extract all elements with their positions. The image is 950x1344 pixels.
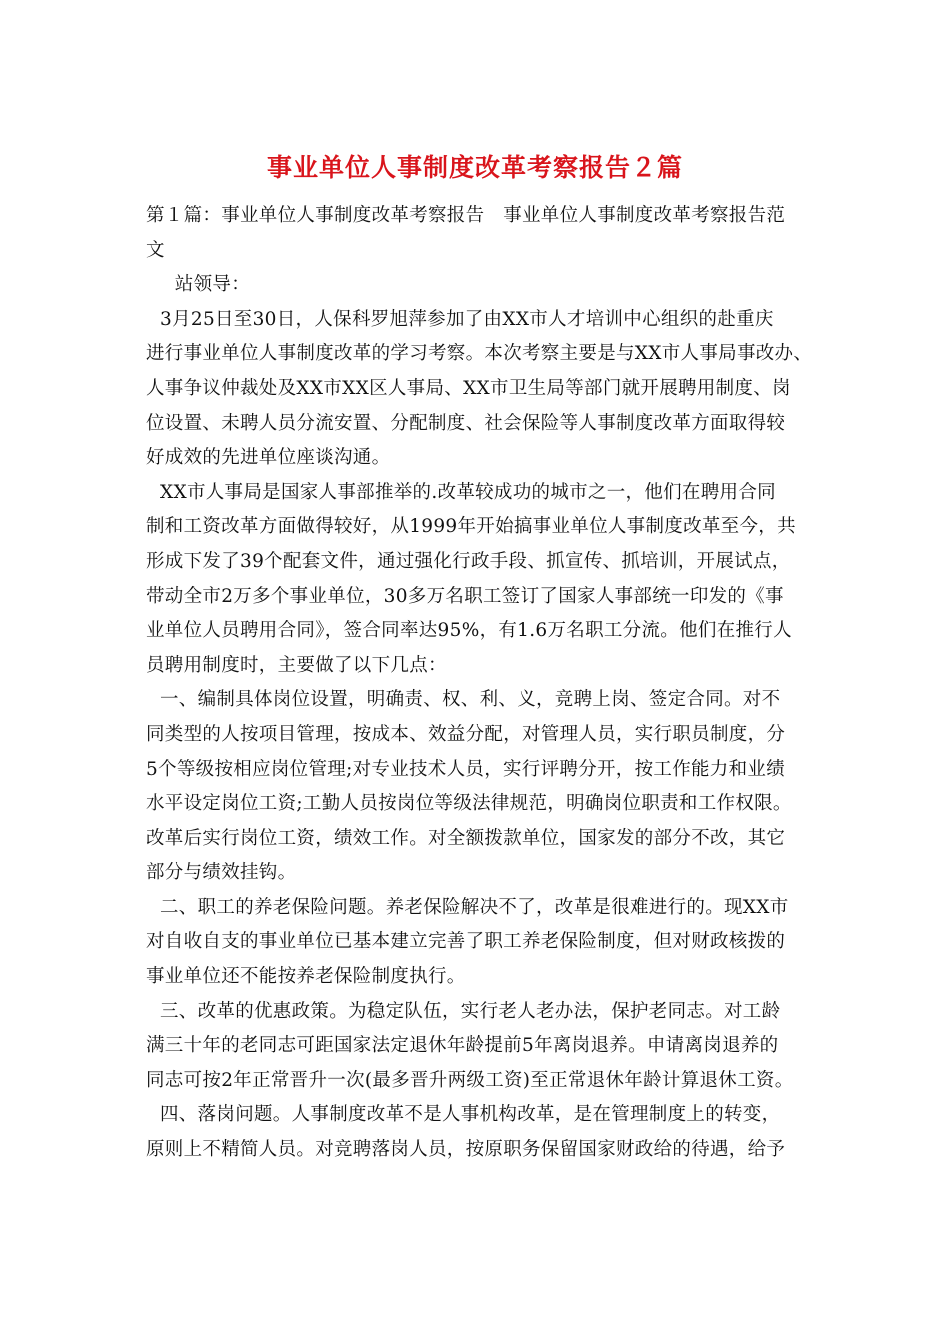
text-line: 对自收自支的事业单位已基本建立完善了职工养老保险制度，但对财政核拨的: [146, 931, 786, 953]
text-line: 三、改革的优惠政策。为稳定队伍，实行老人老办法，保护老同志。对工龄: [160, 1000, 781, 1022]
text-line: 文: [146, 239, 165, 261]
text-line: 5个等级按相应岗位管理;对专业技术人员，实行评聘分开，按工作能力和业绩: [146, 758, 786, 780]
text-line: 事业单位还不能按养老保险制度执行。: [146, 966, 466, 988]
text-line: 一、编制具体岗位设置，明确责、权、利、义，竞聘上岗、签定合同。对不: [160, 689, 781, 711]
text-line: 人事争议仲裁处及XX市XX区人事局、XX市卫生局等部门就开展聘用制度、岗: [146, 377, 791, 399]
text-line: 制和工资改革方面做得较好，从1999年开始搞事业单位人事制度改革至今，共: [146, 516, 796, 538]
document-title: 事业单位人事制度改革考察报告２篇: [266, 153, 683, 182]
text-line: 满三十年的老同志可距国家法定退休年龄提前5年离岗退养。申请离岗退养的: [146, 1035, 779, 1057]
text-line: 二、职工的养老保险问题。养老保险解决不了，改革是很难进行的。现XX市: [160, 896, 789, 918]
text-line: 好成效的先进单位座谈沟通。: [146, 447, 391, 469]
text-line: XX市人事局是国家人事部推举的.改革较成功的城市之一，他们在聘用合同: [160, 481, 776, 503]
text-line: 同类型的人按项目管理，按成本、效益分配，对管理人员，实行职员制度，分: [146, 723, 786, 745]
salutation: 站领导：: [156, 274, 251, 296]
document-body: [146, 199, 813, 1168]
text-line: 位设置、未聘人员分流安置、分配制度、社会保险等人事制度改革方面取得较: [146, 412, 786, 434]
text-line: 原则上不精简人员。对竞聘落岗人员，按原职务保留国家财政给的待遇，给予: [146, 1139, 786, 1161]
text-line: 业单位人员聘用合同》，签合同率达95%，有1.6万名职工分流。他们在推行人: [146, 620, 792, 642]
text-line: 形成下发了39个配套文件，通过强化行政手段、抓宣传、抓培训，开展试点，: [146, 550, 791, 572]
text-line: 部分与绩效挂钩。: [146, 862, 297, 884]
text-line: 员聘用制度时，主要做了以下几点：: [146, 654, 447, 676]
text-line: 改革后实行岗位工资，绩效工作。对全额拨款单位，国家发的部分不改，其它: [146, 827, 786, 849]
text-line: 第１篇：事业单位人事制度改革考察报告 事业单位人事制度改革考察报告范: [146, 205, 786, 226]
text-line: 进行事业单位人事制度改革的学习考察。本次考察主要是与XX市人事局事改办、: [146, 343, 813, 365]
text-line: 水平设定岗位工资;工勤人员按岗位等级法律规范，明确岗位职责和工作权限。: [146, 793, 792, 815]
text-line: 同志可按2年正常晋升一次(最多晋升两级工资)至正常退休年龄计算退休工资。: [146, 1069, 794, 1091]
text-line: 四、落岗问题。人事制度改革不是人事机构改革，是在管理制度上的转变，: [160, 1104, 781, 1126]
text-line: 带动全市2万多个事业单位，30多万名职工签订了国家人事部统一印发的《事: [146, 585, 784, 607]
text-line: 3月25日至30日，人保科罗旭萍参加了由XX市人才培训中心组织的赴重庆: [160, 308, 774, 330]
